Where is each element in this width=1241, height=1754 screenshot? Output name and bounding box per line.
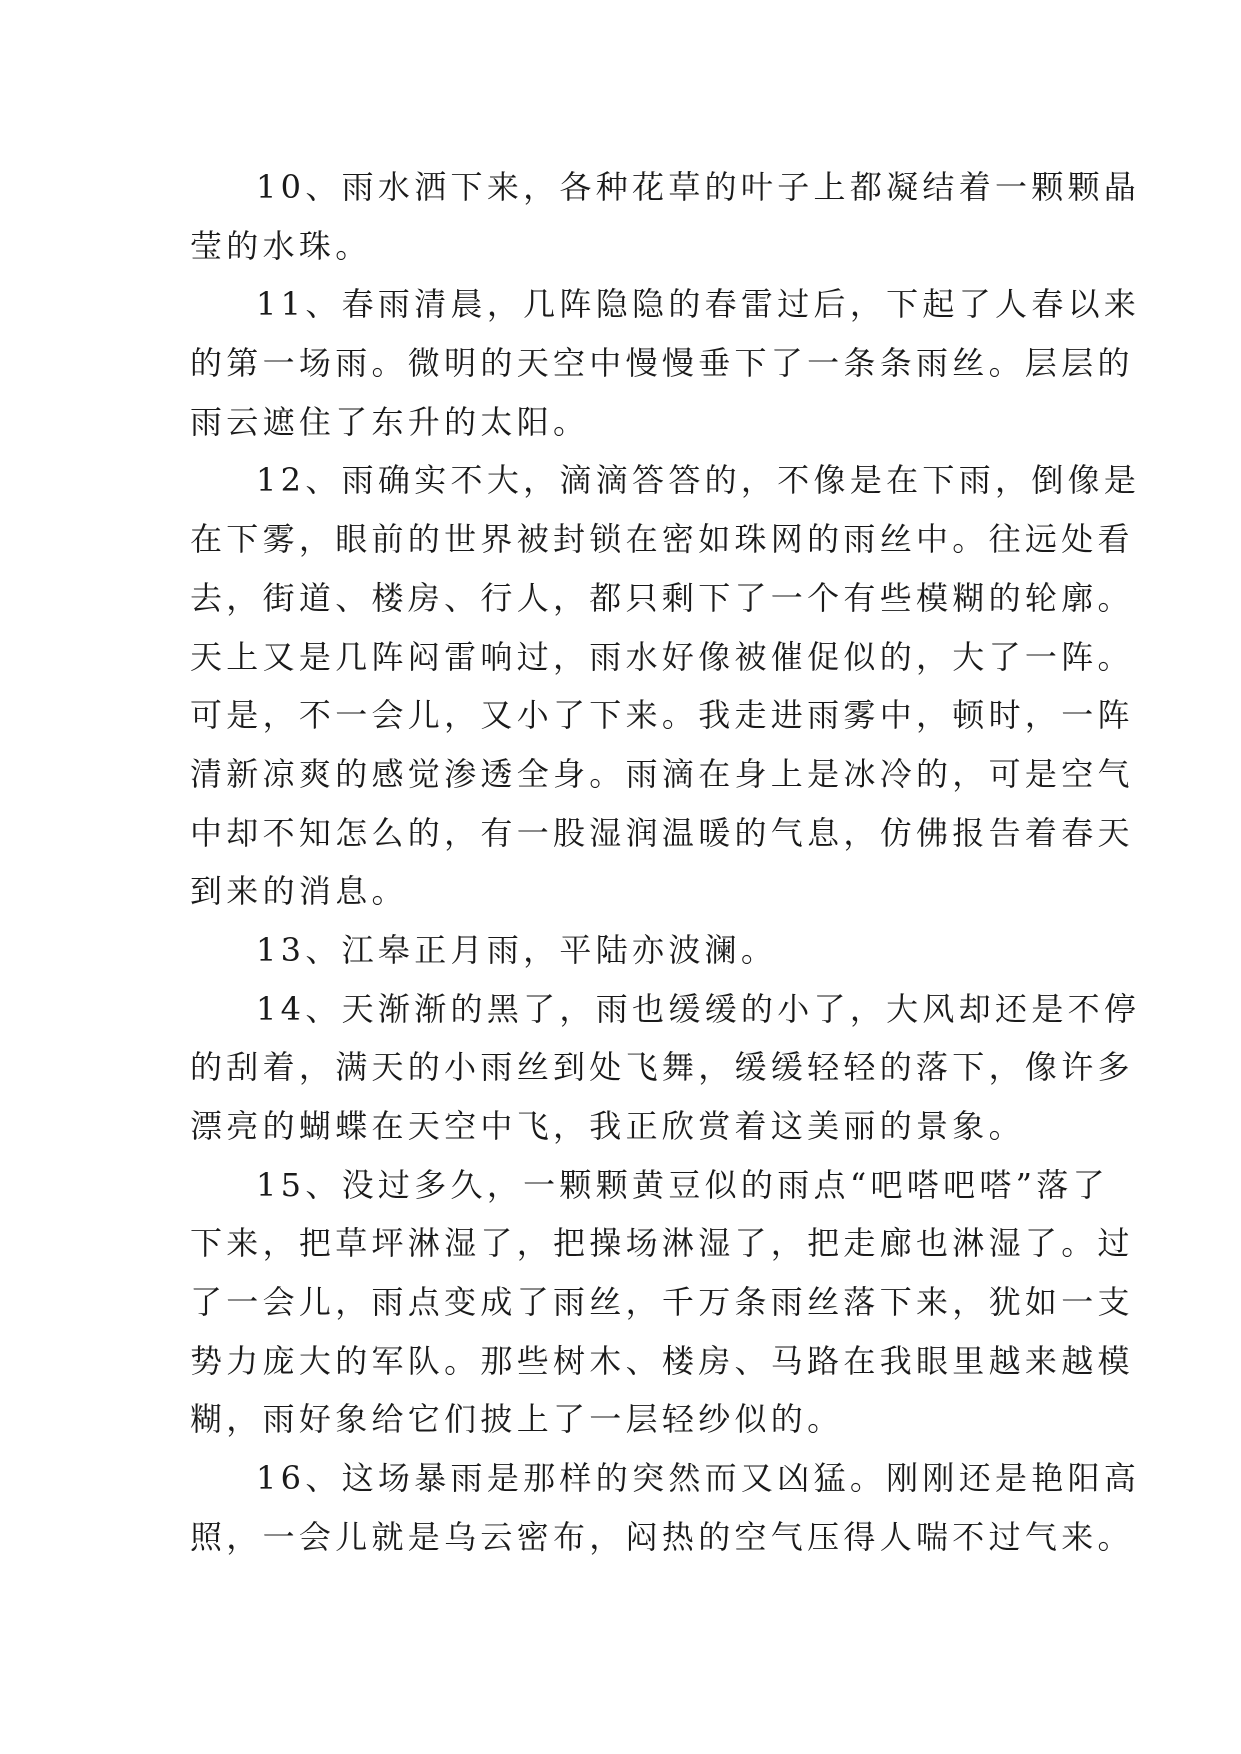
- paragraph-line: 可是，不一会儿，又小了下来。我走进雨雾中，顿时，一阵: [190, 696, 1134, 735]
- paragraph-line: 天上又是几阵闷雷响过，雨水好像被催促似的，大了一阵。: [190, 637, 1134, 676]
- paragraph-line: 了一会儿，雨点变成了雨丝，千万条雨丝落下来，犹如一支: [190, 1283, 1134, 1322]
- paragraph-line: 13、江皋正月雨，平陆亦波澜。: [256, 930, 778, 969]
- paragraph-line: 去，街道、楼房、行人，都只剩下了一个有些模糊的轮廓。: [190, 578, 1134, 617]
- paragraph-15: [190, 1156, 1134, 1449]
- paragraph-line: 16、这场暴雨是那样的突然而又凶猛。刚刚还是艳阳高: [256, 1459, 1141, 1498]
- paragraph-12: [190, 451, 1141, 921]
- paragraph-13: [190, 921, 1090, 980]
- paragraph-line: 10、雨水洒下来，各种花草的叶子上都凝结着一颗颗晶: [256, 168, 1141, 206]
- paragraph-14: [190, 980, 1141, 1156]
- paragraph-16: [190, 1449, 1141, 1566]
- paragraph-line: 到来的消息。: [190, 872, 408, 911]
- paragraph-line: 15、没过多久，一颗颗黄豆似的雨点“吧嗒吧嗒”落了: [256, 1165, 1109, 1204]
- paragraph-line: 莹的水珠。: [190, 226, 372, 265]
- document-body: [190, 158, 1141, 1567]
- paragraph-line: 糊，雨好象给它们披上了一层轻纱似的。: [190, 1400, 844, 1439]
- paragraph-11: [190, 275, 1141, 451]
- paragraph-10: [190, 158, 1141, 275]
- paragraph-line: 12、雨确实不大，滴滴答答的，不像是在下雨，倒像是: [256, 461, 1141, 500]
- paragraph-line: 雨云遮住了东升的太阳。: [190, 402, 590, 441]
- paragraph-line: 中却不知怎么的，有一股湿润温暖的气息，仿佛报告着春天: [190, 813, 1134, 852]
- paragraph-line: 的刮着，满天的小雨丝到处飞舞，缓缓轻轻的落下，像许多: [190, 1048, 1134, 1087]
- paragraph-line: 下来，把草坪淋湿了，把操场淋湿了，把走廊也淋湿了。过: [190, 1224, 1134, 1263]
- paragraph-line: 14、天渐渐的黑了，雨也缓缓的小了，大风却还是不停: [256, 989, 1141, 1028]
- paragraph-line: 清新凉爽的感觉渗透全身。雨滴在身上是冰冷的，可是空气: [190, 754, 1134, 793]
- paragraph-line: 势力庞大的军队。那些树木、楼房、马路在我眼里越来越模: [190, 1341, 1134, 1380]
- paragraph-line: 照，一会儿就是乌云密布，闷热的空气压得人喘不过气来。: [190, 1517, 1134, 1556]
- paragraph-line: 的第一场雨。微明的天空中慢慢垂下了一条条雨丝。层层的: [190, 344, 1134, 383]
- paragraph-line: 在下雾，眼前的世界被封锁在密如珠网的雨丝中。往远处看: [190, 520, 1134, 559]
- paragraph-line: 11、春雨清晨，几阵隐隐的春雷过后，下起了人春以来: [256, 285, 1141, 324]
- paragraph-line: 漂亮的蝴蝶在天空中飞，我正欣赏着这美丽的景象。: [190, 1107, 1025, 1145]
